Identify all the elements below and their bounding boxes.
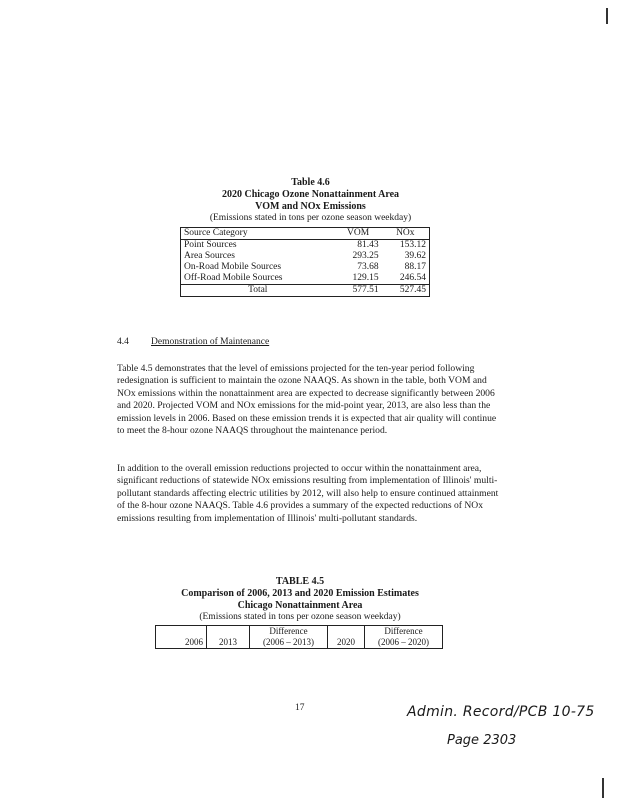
row-nox: 88.17: [404, 262, 426, 272]
row-vom: 129.15: [352, 273, 379, 283]
row-vom: 81.43: [357, 240, 379, 250]
row-vom: 293.25: [352, 251, 379, 261]
table-4-5-subtitle: Chicago Nonattainment Area: [237, 600, 363, 611]
table-row: [181, 240, 430, 252]
table-total-row: [181, 285, 430, 297]
total-label: Total: [248, 285, 268, 295]
row-nox: 246.54: [399, 273, 426, 283]
col-diff-2006-2020: (2006 – 2020): [378, 637, 429, 647]
section-number: 4.4: [117, 337, 129, 347]
total-nox: 527.45: [399, 285, 426, 295]
table-4-6-label: Table 4.6: [291, 177, 330, 188]
col-2013: 2013: [207, 637, 250, 649]
table-4-5-note: (Emissions stated in tons per ozone season weekday): [199, 612, 401, 622]
table-row: [181, 262, 430, 273]
page-number: 17: [295, 703, 305, 713]
table-row: [181, 251, 430, 262]
row-nox: 153.12: [399, 240, 426, 250]
row-vom: 73.68: [357, 262, 379, 272]
header-source-category: Source Category: [184, 228, 248, 238]
table-row: [181, 273, 430, 285]
row-category: On-Road Mobile Sources: [184, 262, 282, 272]
table-4-6: [180, 227, 430, 297]
table-4-6-subtitle: VOM and NOx Emissions: [255, 201, 366, 212]
table-header-row: [156, 637, 443, 649]
table-4-5-label: TABLE 4.5: [275, 576, 325, 587]
header-vom: VOM: [346, 228, 370, 238]
section-heading: Demonstration of Maintenance: [151, 337, 270, 347]
paragraph-maintenance: Table 4.5 demonstrates that the level of emissions projected for the ten-year period following redesignation is sufficient to maintain the ozone NAAQS. As shown in the table, both VOM and NOx emissions within the nonattainment area are expected to decrease significantly between 2006 and 2020. Projected VOM and NOx emissions for the mid-point year, 2013, are also less than the emission levels in 2006. Based on these emission trends it is expected that air quality will continue to meet the 8-hour ozone NAAQS throughout the maintenance period.: [117, 363, 497, 437]
table-4-6-title: 2020 Chicago Ozone Nonattainment Area: [221, 189, 400, 200]
scan-mark-top: [606, 8, 608, 24]
row-category: Off-Road Mobile Sources: [184, 273, 283, 283]
paragraph-multipollutant: In addition to the overall emission reductions projected to occur within the nonattainment area, significant reductions of statewide NOx emissions resulting from implementation of Illinois' multi-pollutant standards affecting electric utilities by 2012, will also help to ensure continued attainment of the 8-hour ozone NAAQS. Table 4.6 provides a summary of the expected reductions of NOx emissions resulting from implementation of Illinois' multi-pollutant standards.: [117, 463, 499, 524]
table-4-5-title: Comparison of 2006, 2013 and 2020 Emission Estimates: [181, 588, 419, 599]
table-header-row: [181, 228, 430, 240]
total-vom: 577.51: [352, 285, 379, 295]
scan-mark-bottom: [602, 778, 604, 798]
table-header-row: [156, 626, 443, 638]
col-2020: 2020: [328, 637, 365, 649]
row-nox: 39.62: [404, 251, 426, 261]
table-4-5: [155, 625, 443, 649]
table-4-6-note: (Emissions stated in tons per ozone season weekday): [209, 213, 412, 223]
header-difference-2020: Difference: [384, 626, 423, 636]
header-difference-2013: Difference: [250, 626, 328, 638]
admin-record-stamp: Admin. Record/PCB 10-75: [407, 704, 595, 720]
page-stamp: Page 2303: [447, 733, 517, 748]
col-2006: 2006: [156, 637, 207, 649]
row-category: Area Sources: [184, 251, 235, 261]
row-category: Point Sources: [184, 240, 237, 250]
col-diff-2006-2013: (2006 – 2013): [250, 637, 328, 649]
header-nox: NOx: [396, 228, 415, 238]
